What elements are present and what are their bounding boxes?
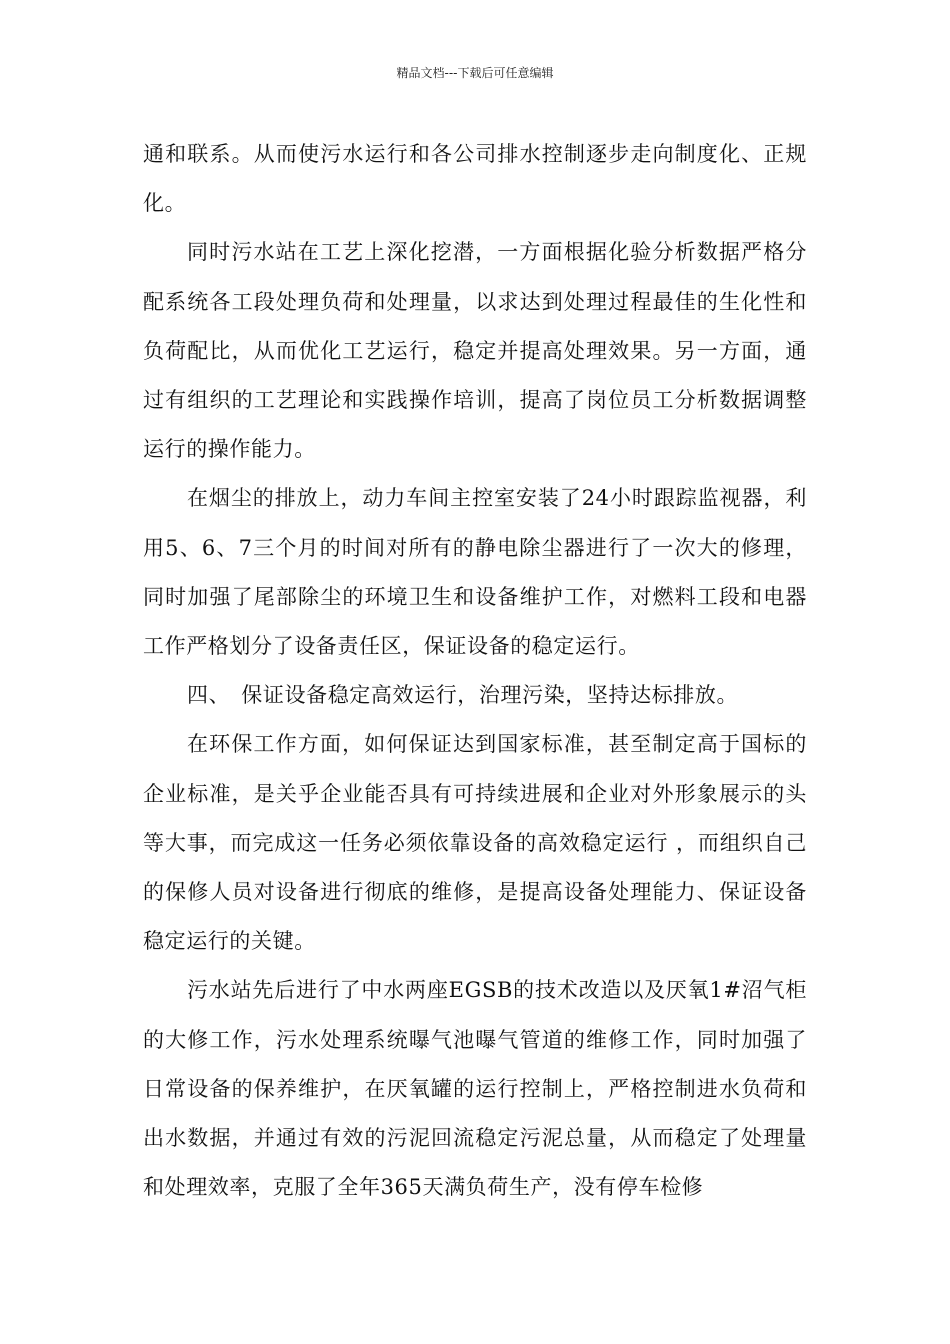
paragraph-process-optimization: 同时污水站在工艺上深化挖潜，一方面根据化验分析数据严格分配系统各工段处理负荷和处理量，以求达到处理过程最佳的生化性和负荷配比，从而优化工艺运行，稳定并提高处理效果。另一方面，通过有组织的工艺理论和实践操作培训，提高了岗位员工分析数据调整运行的操作能力。: [143, 240, 807, 462]
document-body: [143, 130, 807, 1212]
section-heading-four: 四、 保证设备稳定高效运行，治理污染，坚持达标排放。: [187, 683, 739, 708]
paragraph-dust-emission: 在烟尘的排放上，动力车间主控室安装了24小时跟踪监视器，利用5、6、7三个月的时间对所有的静电除尘器进行了一次大的修理，同时加强了尾部除尘的环境卫生和设备维护工作，对燃料工段和电器工作严格划分了设备责任区，保证设备的稳定运行。: [143, 486, 807, 659]
paragraph-continuation: 通和联系。从而使污水运行和各公司排水控制逐步走向制度化、正规化。: [143, 142, 807, 216]
paragraph-sewage-station: 污水站先后进行了中水两座EGSB的技术改造以及厌氧1#沼气柜的大修工作，污水处理系统曝气池曝气管道的维修工作，同时加强了日常设备的保养维护，在厌氧罐的运行控制上，严格控制进水负荷和出水数据，并通过有效的污泥回流稳定污泥总量，从而稳定了处理量和处理效率，克服了全年365天满负荷生产，没有停车检修: [143, 978, 807, 1200]
paragraph-environmental-work: 在环保工作方面，如何保证达到国家标准，甚至制定高于国标的企业标准，是关乎企业能否具有可持续进展和企业对外形象展示的头等大事，而完成这一任务必须依靠设备的高效稳定运行 ，而组织自己的保修人员对设备进行彻底的维修，是提高设备处理能力、保证设备稳定运行的关键。: [143, 732, 807, 954]
page-header: 精品文档---下载后可任意编辑: [396, 66, 554, 80]
